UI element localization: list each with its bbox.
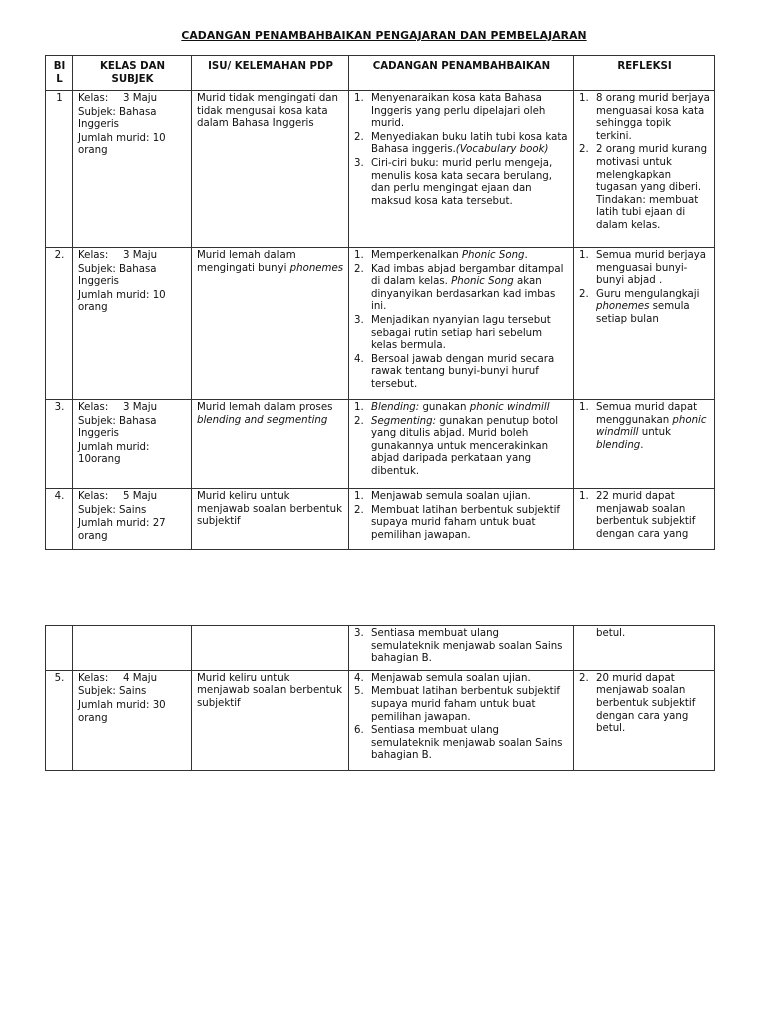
jumlah-text: Jumlah murid: 27 orang bbox=[78, 518, 166, 542]
row-number: 5. bbox=[46, 670, 73, 770]
subjek-text: Subjek: Bahasa Inggeris bbox=[78, 263, 157, 288]
list-item: 2. Membuat latihan berbentuk subjektif supaya murid faham untuk buat pemilihan jawapan. bbox=[354, 504, 561, 541]
kelas-value: 4 Maju bbox=[123, 672, 158, 684]
kelas-label: Kelas: bbox=[78, 491, 109, 502]
improvement-table bbox=[45, 55, 715, 550]
cadangan-cell bbox=[349, 489, 574, 550]
list-item: 2. Segmenting: gunakan penutup botol yang ditulis abjad. Murid boleh gunakannya untuk mencerakinkan abjad daripada perkataan yang dibentuk. bbox=[354, 415, 559, 477]
list-item: 1. 22 murid dapat menjawab soalan berbentuk subjektif dengan cara yang bbox=[579, 491, 696, 540]
document-title: CADANGAN PENAMBAHBAIKAN PENGAJARAN DAN PEMBELAJARAN bbox=[181, 29, 587, 42]
kelas-value: 3 Maju bbox=[123, 250, 158, 261]
isu-text: Murid lemah dalam proses bbox=[197, 402, 333, 413]
jumlah-text: Jumlah murid: 30 orang bbox=[78, 699, 166, 724]
isu-cell bbox=[192, 400, 349, 489]
refleksi-cell bbox=[574, 626, 715, 671]
isu-text: Murid keliru untuk menjawab soalan berbentuk subjektif bbox=[197, 491, 343, 528]
refleksi-cell bbox=[574, 400, 715, 489]
subjek-text: Subjek: Sains bbox=[78, 686, 147, 698]
kelas-cell bbox=[73, 400, 192, 489]
header-refleksi: REFLEKSI bbox=[574, 56, 715, 91]
subjek-text: Subjek: Sains bbox=[78, 504, 147, 516]
list-item: 2. Guru mengulangkaji phonemes semula setiap bulan bbox=[579, 288, 700, 325]
list-item: 4. Menjawab semula soalan ujian. bbox=[354, 672, 531, 684]
row-number: 4. bbox=[46, 489, 73, 550]
table-row bbox=[46, 489, 715, 550]
table-row bbox=[46, 400, 715, 489]
subjek-text: Subjek: Bahasa Inggeris bbox=[78, 415, 157, 440]
jumlah-text: Jumlah murid: 10orang bbox=[78, 441, 150, 466]
refleksi-cell bbox=[574, 489, 715, 550]
table-header-row bbox=[46, 56, 715, 91]
row-number: 3. bbox=[46, 400, 73, 489]
isu-cell bbox=[192, 91, 349, 248]
row-number: 2. bbox=[46, 248, 73, 400]
isu-text: Murid tidak mengingati dan tidak mengusai kosa kata dalam Bahasa Inggeris bbox=[197, 93, 338, 130]
table-row bbox=[46, 91, 715, 248]
cadangan-cell bbox=[349, 626, 574, 671]
jumlah-text: Jumlah murid: 10 orang bbox=[78, 289, 166, 314]
kelas-cell bbox=[73, 626, 192, 671]
isu-text: Murid keliru untuk menjawab soalan berbentuk subjektif bbox=[197, 672, 343, 709]
kelas-label: Kelas: bbox=[78, 672, 109, 684]
list-item: 3. Ciri-ciri buku: murid perlu mengeja, menulis kosa kata secara berulang, dan perlu mengingat ejaan dan maksud kosa kata tersebut. bbox=[354, 157, 553, 207]
header-bil: BI L bbox=[46, 56, 73, 91]
list-item: 1. Menjawab semula soalan ujian. bbox=[354, 491, 531, 502]
isu-italic: blending and segmenting bbox=[197, 414, 328, 426]
kelas-cell bbox=[73, 670, 192, 770]
jumlah-text: Jumlah murid: 10 orang bbox=[78, 132, 166, 157]
list-item: 6. Sentiasa membuat ulang semulateknik menjawab soalan Sains bahagian B. bbox=[354, 725, 563, 762]
isu-cell bbox=[192, 626, 349, 671]
list-item: 1. Blending: gunakan phonic windmill bbox=[354, 402, 550, 413]
isu-cell bbox=[192, 670, 349, 770]
header-kelas: KELAS DAN SUBJEK bbox=[73, 56, 192, 91]
cadangan-cell bbox=[349, 91, 574, 248]
kelas-value: 5 Maju bbox=[123, 491, 158, 502]
kelas-label: Kelas: bbox=[78, 402, 109, 413]
list-item: 3. Sentiasa membuat ulang semulateknik menjawab soalan Sains bahagian B. bbox=[354, 628, 563, 665]
kelas-cell bbox=[73, 489, 192, 550]
table-row bbox=[46, 248, 715, 400]
isu-cell bbox=[192, 489, 349, 550]
isu-italic: phonemes bbox=[289, 262, 344, 274]
row-number bbox=[46, 626, 73, 671]
refleksi-cell bbox=[574, 91, 715, 248]
cadangan-cell bbox=[349, 248, 574, 400]
refleksi-text: betul. bbox=[596, 628, 626, 639]
list-item: 2. 2 orang murid kurang motivasi untuk melengkapkan tugasan yang diberi. Tindakan: membuat latih tubi ejaan di dalam kelas. bbox=[579, 144, 708, 231]
refleksi-cell bbox=[574, 248, 715, 400]
refleksi-cell bbox=[574, 670, 715, 770]
list-item: 1. 8 orang murid berjaya menguasai kosa kata sehingga topik terkini. bbox=[579, 93, 710, 142]
header-cadangan: CADANGAN PENAMBAHBAIKAN bbox=[349, 56, 574, 91]
list-item: 5. Membuat latihan berbentuk subjektif supaya murid faham untuk buat pemilihan jawapan. bbox=[354, 686, 561, 723]
kelas-value: 3 Maju bbox=[123, 93, 158, 104]
cadangan-cell bbox=[349, 670, 574, 770]
list-item: 1. Semua murid dapat menggunakan phonic windmill untuk blending. bbox=[579, 402, 707, 451]
list-item: 4. Bersoal jawab dengan murid secara rawak tentang bunyi-bunyi huruf tersebut. bbox=[354, 353, 555, 390]
table-row bbox=[46, 670, 715, 770]
list-item: 1. Memperkenalkan Phonic Song. bbox=[354, 250, 528, 261]
list-item: 1. Semua murid berjaya menguasai bunyi-bunyi abjad . bbox=[579, 250, 706, 287]
isu-text: Murid lemah dalam mengingati bunyi bbox=[197, 250, 296, 274]
kelas-label: Kelas: bbox=[78, 250, 109, 261]
cadangan-cell bbox=[349, 400, 574, 489]
list-item: 2. Kad imbas abjad bergambar ditampal di dalam kelas. Phonic Song akan dinyanyikan berdasarkan kad imbas ini. bbox=[354, 263, 564, 313]
list-item: 2. Menyediakan buku latih tubi kosa kata Bahasa inggeris.(Vocabulary book) bbox=[354, 131, 568, 156]
isu-cell bbox=[192, 248, 349, 400]
header-isu: ISU/ KELEMAHAN PDP bbox=[192, 56, 349, 91]
list-item: 1. Menyenaraikan kosa kata Bahasa Inggeris yang perlu dipelajari oleh murid. bbox=[354, 93, 546, 130]
subjek-text: Subjek: Bahasa Inggeris bbox=[78, 106, 157, 131]
list-item: 2. 20 murid dapat menjawab soalan berbentuk subjektif dengan cara yang betul. bbox=[579, 672, 696, 735]
kelas-cell bbox=[73, 248, 192, 400]
kelas-cell bbox=[73, 91, 192, 248]
kelas-value: 3 Maju bbox=[123, 402, 158, 413]
list-item: 3. Menjadikan nyanyian lagu tersebut sebagai rutin setiap hari sebelum kelas bermula. bbox=[354, 314, 551, 352]
improvement-table-continued bbox=[45, 625, 715, 771]
table-row bbox=[46, 626, 715, 671]
kelas-label: Kelas: bbox=[78, 93, 109, 104]
row-number: 1 bbox=[46, 91, 73, 248]
